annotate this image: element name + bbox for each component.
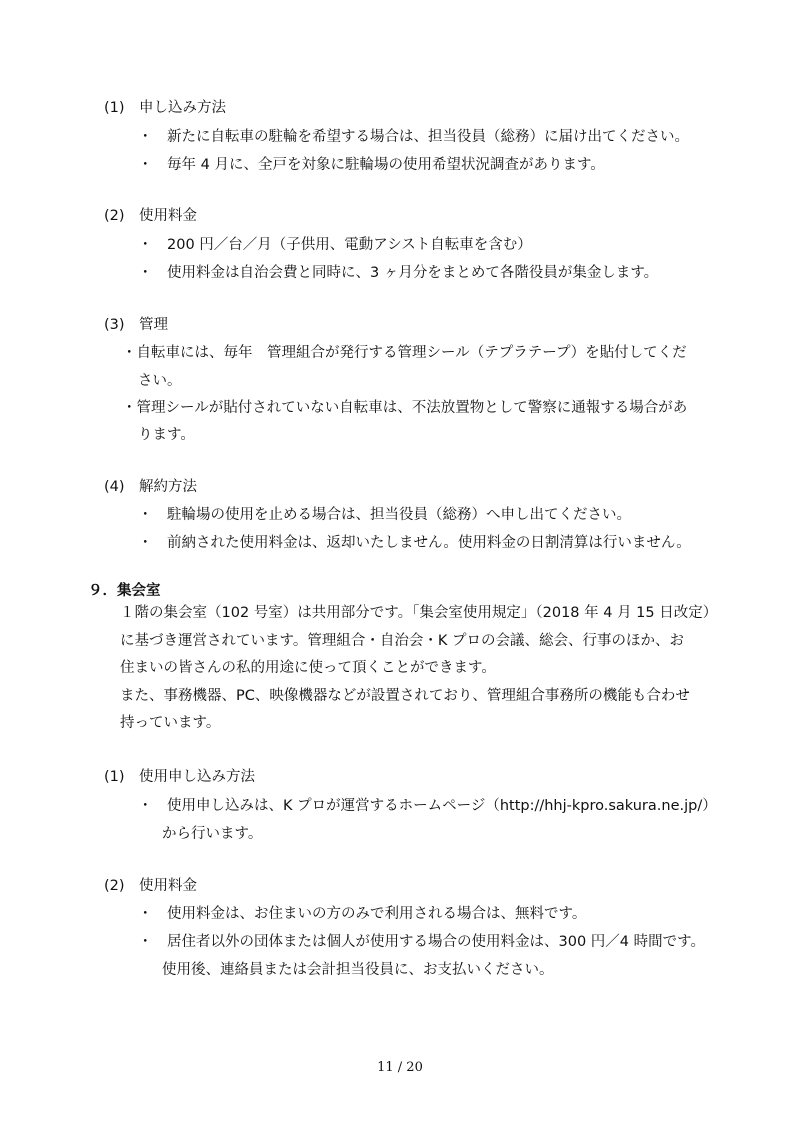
section-2-item-1: ・ 200 円／台／月（子供用、電動アシスト自転車を含む） bbox=[138, 237, 532, 253]
section-9-sub-2-item-2-line-1: ・ 居住者以外の団体または個人が使用する場合の使用料金は、300 円／4 時間です。 bbox=[138, 934, 705, 950]
section-9-sub-1-heading: (1) 使用申し込み方法 bbox=[104, 769, 256, 785]
section-9-paragraph-2-line-1: また、事務機器、PC、映像機器などが設置されており、管理組合事務所の機能も合わせ bbox=[120, 688, 690, 704]
section-3-item-1-line-1: ・自転車には、毎年 管理組合が発行する管理シール（テプラテープ）を貼付してくだ bbox=[122, 345, 687, 361]
section-9-paragraph-1-line-1: １階の集会室（102 号室）は共用部分です。「集会室使用規定」（2018 年 4 月 15 日改定） bbox=[120, 605, 718, 621]
section-9-sub-2-item-1: ・ 使用料金は、お住まいの方のみで利用される場合は、無料です。 bbox=[138, 906, 587, 922]
section-9-title: ９．集会室 bbox=[88, 583, 161, 599]
section-1-item-2: ・ 毎年 4 月に、全戸を対象に駐輪場の使用希望状況調査があります。 bbox=[138, 157, 605, 173]
section-1-item-1: ・ 新たに自転車の駐輪を希望する場合は、担当役員（総務）に届け出てください。 bbox=[138, 129, 689, 145]
section-9-sub-2-heading: (2) 使用料金 bbox=[104, 878, 198, 894]
section-4-item-1: ・ 駐輪場の使用を止める場合は、担当役員（総務）へ申し出てください。 bbox=[138, 507, 631, 523]
section-1-heading: (1) 申し込み方法 bbox=[104, 100, 227, 116]
section-9-paragraph-1-line-2: に基づき運営されています。管理組合・自治会・K プロの会議、総会、行事のほか、お bbox=[120, 633, 684, 649]
section-3-item-2-line-1: ・管理シールが貼付されていない自転車は、不法放置物として警察に通報する場合があ bbox=[122, 400, 688, 416]
section-3-heading: (3) 管理 bbox=[104, 317, 169, 333]
section-9-paragraph-1-line-3: 住まいの皆さんの私的用途に使って頂くことができます。 bbox=[120, 660, 496, 676]
section-4-heading: (4) 解約方法 bbox=[104, 479, 198, 495]
page-number: 11 / 20 bbox=[377, 1060, 423, 1075]
section-9-sub-1-item-line-2: から行います。 bbox=[162, 826, 263, 842]
section-3-item-2-line-2: ります。 bbox=[138, 427, 195, 443]
section-2-heading: (2) 使用料金 bbox=[104, 208, 198, 224]
section-3-item-1-line-2: さい。 bbox=[138, 373, 182, 389]
section-4-item-2: ・ 前納された使用料金は、返却いたしません。使用料金の日割清算は行いません。 bbox=[138, 535, 691, 551]
section-9-paragraph-2-line-2: 持っています。 bbox=[120, 715, 221, 731]
section-2-item-2: ・ 使用料金は自治会費と同時に、3 ヶ月分をまとめて各階役員が集金します。 bbox=[138, 265, 659, 281]
section-9-sub-1-item-line-1: ・ 使用申し込みは、K プロが運営するホームページ（http://hhj-kpro.sakura.ne.jp/） bbox=[138, 798, 717, 814]
section-9-sub-2-item-2-line-2: 使用後、連絡員または会計担当役員に、お支払いください。 bbox=[162, 962, 554, 978]
